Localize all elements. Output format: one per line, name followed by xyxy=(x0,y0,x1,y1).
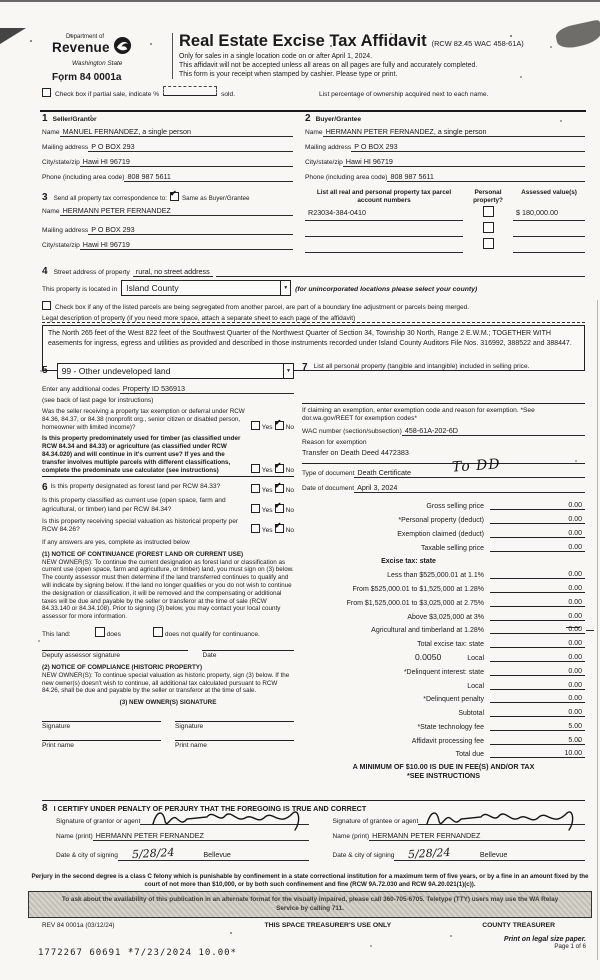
additional-codes-field[interactable]: Property ID 536913 xyxy=(120,384,188,394)
tax-corr-name-label: Name xyxy=(42,208,60,215)
tax-row-label: Agricultural and timberland at 1.28% xyxy=(371,627,484,635)
revenue-wordmark: Revenue xyxy=(52,40,110,55)
assessed-value-field-2[interactable] xyxy=(513,224,519,233)
section-2-title: Buyer/Grantee xyxy=(315,116,362,123)
partial-sale-label: Check box if partial sale, indicate % xyxy=(55,91,160,98)
form-header xyxy=(40,31,586,112)
tax-exemption-question: Was the seller receiving a property tax exemption or deferral under RCW 84.36, 84.37, or 84.38 (nonprofit org., senior citizen or disabled person, homeowner with limited income)? xyxy=(42,408,245,431)
yes-label: Yes xyxy=(261,506,273,514)
notice-compliance-title: (2) NOTICE OF COMPLIANCE (HISTORIC PROPERTY) xyxy=(42,664,203,672)
yes-label: Yes xyxy=(261,487,273,495)
header-note-1: Only for sales in a single location code on or after April 1, 2024. xyxy=(179,52,373,60)
legal-description-label: Legal description of property (if you need more space, attach a separate sheet to each page of the affidavit) xyxy=(42,315,585,323)
check-icon: ✔ xyxy=(274,461,282,471)
grantee-date-label: Date & city of signing xyxy=(332,852,395,859)
assessed-value-header: Assessed value(s) xyxy=(521,189,577,196)
new-owners-signature-title: (3) NEW OWNER(S) SIGNATURE xyxy=(119,699,217,707)
grantor-name-label: Name (print) xyxy=(56,833,93,840)
legal-description-field[interactable]: The North 265 feet of the West 822 feet of the Southwest Quarter of the Northwest Quarter of Section 34, Township 30 North, Range 2 E.W.M.; TOGETHER WITH easements for ingress, egress and utilities as provided and described in those instruments recorded under Island County Auditors File Nos. 316992, 388522 and 388447. xyxy=(42,325,585,371)
yes-label: Yes xyxy=(261,424,273,432)
personal-property-checkbox-2[interactable] xyxy=(483,222,494,233)
deputy-assessor-signature-line[interactable]: Deputy assessor signature xyxy=(42,650,188,659)
does-not-label: does not qualify for continuance. xyxy=(164,631,260,639)
dept-of-label: Department of xyxy=(66,34,105,40)
local-rate-value: 0.0050 xyxy=(414,651,442,662)
county-dropdown-value: Island County xyxy=(126,283,179,293)
seller-mailing-field[interactable]: P O BOX 293 xyxy=(88,142,137,152)
print-note xyxy=(504,936,586,950)
grantee-name-label: Name (print) xyxy=(332,833,370,840)
form-number: Form 84 0001a xyxy=(52,72,122,83)
tax-row-amount[interactable]: 0.00 xyxy=(490,571,585,579)
washington-state-label: Washington State xyxy=(72,60,123,67)
notice-continuance-title: (1) NOTICE OF CONTINUANCE (FOREST LAND OR CURRENT USE) xyxy=(42,550,244,558)
same-as-buyer-checkbox[interactable] xyxy=(169,189,179,201)
scan-dash-mark-2 xyxy=(586,630,594,631)
chevron-down-icon: ▼ xyxy=(280,281,290,295)
parcel-number-field[interactable]: R23034-384-0410 xyxy=(308,208,366,218)
check-icon: ✔ xyxy=(274,418,282,428)
perjury-statement: Perjury in the second degree is a class C felony which is punishable by confinement in a state correctional institution for a maximum term of five years, or by a fine in an amount fixed by the court of not more than $10,000, or by both such confinement and fine (RCW 9A.72.030 and RCW 9A.20.021(1)(c)). xyxy=(31,873,589,888)
parcel-numbers-header: List all real and personal property tax parcel account numbers xyxy=(316,189,452,204)
grantor-signature-scribble xyxy=(151,808,301,832)
tax-row-label: From $525,000.01 to $1,525,000 at 1.28% xyxy=(352,585,484,593)
no-label: No xyxy=(285,487,294,495)
tax-row-amount[interactable]: 0.00 xyxy=(490,599,585,607)
tax-row-amount[interactable]: 0.00 xyxy=(490,640,585,648)
historic-no-checkbox[interactable] xyxy=(274,521,284,533)
assessed-value-field-3[interactable] xyxy=(513,240,519,249)
tax-row-amount[interactable]: 0.00 xyxy=(490,709,585,717)
street-address-field[interactable]: rural, no street address xyxy=(133,267,213,277)
section-8 xyxy=(42,800,585,861)
grantee-city-field[interactable]: Bellevue xyxy=(479,850,508,859)
notice-compliance-body: NEW OWNER(S): To continue special valuation as historic property, sign (3) below. If the new owner(s) doesn't wish to continue, all additional tax calculated pursuant to RCW 84.26, shall be due and payable by the seller or transferor at the time of sale. xyxy=(42,671,290,695)
agency-block xyxy=(40,31,170,83)
tax-corr-mailing-label: Mailing address xyxy=(42,227,89,234)
tax-row-label: Total due xyxy=(455,751,484,759)
owner-signature-line-1[interactable]: Signature xyxy=(42,721,161,730)
grantor-date-label: Date & city of signing xyxy=(56,852,118,859)
section-7-number: 7 xyxy=(302,362,308,373)
tax-row-amount[interactable]: 0.00 xyxy=(490,585,585,593)
notice-continuance-body: NEW OWNER(S): To continue the current designation as forest land or classification as current use (open space, farm and agriculture, or timber) land, you must sign on (3) below. The county assessor must then determine if the land transferred continues to qualify and will indicate by signing below. If the land no longer qualifies or you do not wish to continue the designation or classification, it will be removed and the compensating or additional taxes will be due and payable by the seller or transferor at the time of sale (RCW 84.33.140 or 84.34.108). Prior to signing (3) below, you may contact your local county assessor for more information. xyxy=(42,558,294,621)
additional-codes-label: Enter any additional codes xyxy=(42,386,120,393)
parcel-row xyxy=(305,240,585,253)
parcel-number-field-3[interactable] xyxy=(305,240,311,249)
personal-property-field[interactable] xyxy=(302,373,585,403)
tax-corr-city-field[interactable]: Hawi HI 96719 xyxy=(80,240,133,250)
partial-sale-checkbox[interactable] xyxy=(42,88,51,97)
street-address-label: Street address of property xyxy=(53,269,130,276)
tax-row-amount[interactable]: 0.00 xyxy=(490,613,585,621)
seller-phone-label: Phone (including area code) xyxy=(42,174,125,181)
accessibility-box xyxy=(28,891,592,918)
buyer-mailing-label: Mailing address xyxy=(305,144,352,151)
parcel-number-field-2[interactable] xyxy=(305,224,311,233)
same-as-buyer-label: Same as Buyer/Grantee xyxy=(181,195,250,202)
exemption-yes-checkbox[interactable] xyxy=(251,421,260,430)
dor-logo-icon xyxy=(113,36,132,60)
tax-row-label: Less than $525,000.01 at 1.1% xyxy=(387,572,484,580)
cashier-stamp: 1772267 60691 *7/23/2024 10.00* xyxy=(38,948,237,958)
reason-exemption-label: Reason for exemption xyxy=(302,439,367,447)
tax-corr-city-label: City/state/zip xyxy=(42,242,80,249)
see-instructions-note: *SEE INSTRUCTIONS xyxy=(406,771,481,781)
grantee-name-field[interactable]: HERMANN PETER FERNANDEZ xyxy=(369,831,483,841)
tax-row-amount[interactable]: 5.00 xyxy=(490,723,585,731)
tax-row-label: Taxable selling price xyxy=(420,544,484,552)
timber-no-checkbox[interactable] xyxy=(274,461,284,473)
tax-row-label: Affidavit processing fee xyxy=(411,737,484,745)
assessed-value-field[interactable]: $ 180,000.00 xyxy=(516,208,558,218)
no-label: No xyxy=(285,506,294,514)
check-icon: ✔ xyxy=(274,521,282,531)
yes-label: Yes xyxy=(261,467,273,475)
wac-number-label: WAC number (section/subsection) xyxy=(302,428,402,436)
type-of-document-field[interactable]: Death Certificate xyxy=(354,468,414,478)
type-of-document-label: Type of document xyxy=(302,470,355,478)
see-back-note: (see back of last page for instructions) xyxy=(42,397,154,404)
if-yes-note: If any answers are yes, complete as instructed below xyxy=(42,539,190,547)
tax-row-label: *Delinquent interest: state xyxy=(403,668,484,676)
certify-statement: I CERTIFY UNDER PENALTY OF PERJURY THAT THE FOREGOING IS TRUE AND CORRECT xyxy=(53,804,367,813)
seller-name-label: Name xyxy=(42,129,60,136)
current-use-question: Is this property classified as current use (open space, farm and agricultural, or timber) land per RCW 84.34? xyxy=(42,497,226,513)
county-dropdown[interactable] xyxy=(121,280,291,296)
personal-property-checkbox-3[interactable] xyxy=(483,238,494,249)
legal-size-note: Print on legal size paper. xyxy=(503,936,586,943)
current-use-no-checkbox[interactable] xyxy=(274,500,284,513)
form-title-ref: (RCW 82.45 WAC 458-61A) xyxy=(431,39,524,48)
timber-question: Is this property predominately used for timber (as classified under RCW 84.34 and 84.33) or agriculture (as classified under RCW 84.34.020) and will continue in it's current use? If yes and the transfer involves multiple parcels with different classifications, complete the predominate use calculator (see instructions) xyxy=(42,435,241,474)
check-icon: ✔ xyxy=(274,481,282,491)
personal-property-checkbox-1[interactable] xyxy=(483,206,494,217)
no-label: No xyxy=(285,527,294,535)
grantor-name-field[interactable]: HERMANN PETER FERNANDEZ xyxy=(93,831,207,841)
tax-row-label: Local xyxy=(467,682,484,690)
yes-label: Yes xyxy=(261,527,273,535)
tax-row-amount[interactable]: 0.00 xyxy=(490,668,585,676)
page-number: Page 1 of 6 xyxy=(554,943,586,950)
does-not-qualify-checkbox[interactable] xyxy=(153,627,163,637)
wac-number-field[interactable]: 458-61A-202-6D xyxy=(402,426,461,436)
tax-row-amount[interactable]: 0.00 xyxy=(490,626,585,634)
partial-sale-percent-field[interactable] xyxy=(163,86,217,96)
treasurer-use-label: THIS SPACE TREASURER'S USE ONLY xyxy=(264,922,392,929)
tax-row-label: Above $3,025,000 at 3% xyxy=(407,613,484,621)
tax-row-amount[interactable]: 0.00 xyxy=(490,516,585,524)
chevron-down-icon: ▼ xyxy=(283,364,293,378)
tax-row-label: *Personal property (deduct) xyxy=(398,516,484,524)
tax-row-label: *State technology fee xyxy=(417,723,484,731)
tax-row-amount[interactable]: 0.00 xyxy=(490,502,585,510)
owner-print-name-line-2[interactable]: Print name xyxy=(175,740,294,749)
seller-mailing-label: Mailing address xyxy=(42,144,89,151)
tax-row-amount[interactable]: 0.00 xyxy=(490,682,585,690)
historic-yes-checkbox[interactable] xyxy=(251,524,260,533)
land-use-dropdown[interactable] xyxy=(57,363,294,379)
no-label: No xyxy=(285,467,294,475)
section-4-number: 4 xyxy=(42,266,48,277)
section-3-number: 3 xyxy=(42,192,48,203)
partial-sale-sold-label: sold. xyxy=(221,91,236,98)
current-use-yes-checkbox[interactable] xyxy=(251,504,260,513)
form-title: Real Estate Excise Tax Affidavit xyxy=(179,32,427,50)
buyer-mailing-field[interactable]: P O BOX 293 xyxy=(351,142,400,152)
does-qualify-checkbox[interactable] xyxy=(95,627,105,637)
section-1-number: 1 xyxy=(42,113,48,124)
section-8-number: 8 xyxy=(42,803,48,814)
section-6-number: 6 xyxy=(42,482,48,494)
section-2-number: 2 xyxy=(305,113,311,124)
date-of-document-field[interactable]: April 3, 2024 xyxy=(354,483,400,493)
timber-yes-checkbox[interactable] xyxy=(251,464,260,473)
deputy-date-line[interactable]: Date xyxy=(202,650,294,659)
grantor-date-handwriting[interactable]: 5/28/24 xyxy=(131,845,175,862)
reason-exemption-field[interactable]: Transfer on Death Deed 4472383 xyxy=(302,448,409,458)
tax-row-label: Subtotal xyxy=(458,710,484,718)
tax-row-amount[interactable]: 0.00 xyxy=(490,695,585,703)
tax-row-label: Gross selling price xyxy=(426,503,484,511)
segregated-label: Check box if any of the listed parcels are being segregated from another parcel, are part of a boundary line adjustment or parcels being merged. xyxy=(55,304,470,311)
forest-no-checkbox[interactable] xyxy=(274,481,284,493)
excise-tax-state-header: Excise tax: state xyxy=(381,558,436,566)
forest-yes-checkbox[interactable] xyxy=(251,484,260,493)
grantor-city-field[interactable]: Bellevue xyxy=(203,850,231,859)
tax-row-amount[interactable]: 5.00 xyxy=(490,737,585,745)
percentage-note: List percentage of ownership acquired next to each name. xyxy=(319,91,489,98)
section-3-intro: Send all property tax correspondence to: xyxy=(53,195,167,202)
tax-row-label: *Delinquent penalty xyxy=(423,696,484,704)
buyer-phone-label: Phone (including area code) xyxy=(305,174,388,181)
buyer-city-field[interactable]: Hawi HI 96719 xyxy=(343,157,396,167)
tax-corr-mailing-field[interactable]: P O BOX 293 xyxy=(88,225,137,235)
buyer-city-label: City/state/zip xyxy=(305,159,343,166)
seller-city-field[interactable]: Hawi HI 96719 xyxy=(80,157,133,167)
scan-speckles xyxy=(30,40,32,42)
does-label: does xyxy=(106,631,121,639)
county-treasurer-label: COUNTY TREASURER xyxy=(482,922,555,929)
no-label: No xyxy=(285,424,294,432)
date-of-document-label: Date of document xyxy=(302,485,355,493)
tax-row-amount[interactable]: 0.00 xyxy=(490,654,585,662)
left-column xyxy=(42,363,294,749)
minimum-due-note: A MINIMUM OF $10.00 IS DUE IN FEE(S) AND/OR TAX xyxy=(352,762,535,772)
section-1-title: Seller/Grantor xyxy=(52,116,97,123)
buyer-name-field[interactable]: HERMANN PETER FERNANDEZ, a single person xyxy=(323,127,490,137)
owner-print-name-line-1[interactable]: Print name xyxy=(42,740,161,749)
rev-form-id: REV 84 0001a (03/12/24) xyxy=(42,922,115,929)
personal-property-intro: List all personal property (tangible and intangible) included in selling price. xyxy=(313,363,530,370)
tax-corr-name-field[interactable]: HERMANN PETER FERNANDEZ xyxy=(60,206,174,216)
seller-name-field[interactable]: MANUEL FERNANDEZ, a single person xyxy=(60,127,194,137)
header-divider xyxy=(172,33,173,79)
check-icon: ✔ xyxy=(274,500,282,510)
tax-row-label: Total excise tax: state xyxy=(417,641,484,649)
accessibility-text: To ask about the availability of this publication in an alternate format for the visually impaired, please call 360-705-6705. Teletype (TTY) users may use the WA Relay Service by calling 711. xyxy=(61,896,559,912)
owner-signature-line-2[interactable]: Signature xyxy=(175,721,294,730)
exemption-no-checkbox[interactable] xyxy=(274,418,284,430)
land-use-dropdown-value: 99 - Other undeveloped land xyxy=(61,366,171,376)
seller-phone-field[interactable]: 808 987 5611 xyxy=(124,172,173,182)
right-column xyxy=(302,363,585,780)
header-note-2: This affidavit will not be accepted unless all areas on all pages are fully and accurately completed. xyxy=(179,61,478,69)
section-5-number: 5 xyxy=(42,365,48,376)
segregated-checkbox[interactable] xyxy=(42,301,51,310)
grantee-date-handwriting[interactable]: 5/28/24 xyxy=(408,845,452,862)
this-land-label: This land: xyxy=(42,631,71,639)
grantee-signature-label: Signature of grantee or agent xyxy=(332,818,419,825)
county-note: (for unincorporated locations please select your county) xyxy=(295,286,478,293)
tax-row-label: From $1,525,000.01 to $3,025,000 at 2.75% xyxy=(346,599,484,607)
forest-land-question: Is this property designated as forest land per RCW 84.33? xyxy=(50,483,221,491)
buyer-phone-field[interactable]: 808 987 5611 xyxy=(387,172,436,182)
tax-row-label: Local xyxy=(467,654,484,662)
personal-property-header: Personal property? xyxy=(473,189,503,204)
located-in-label: This property is located in xyxy=(42,286,118,293)
tax-row-amount[interactable]: 0.00 xyxy=(490,544,585,552)
parties-band xyxy=(42,114,585,253)
section-4 xyxy=(42,267,585,371)
seller-city-label: City/state/zip xyxy=(42,159,80,166)
check-icon: ✔ xyxy=(169,189,177,198)
exemption-note: If claiming an exemption, enter exemption code and reason for exemption. *See dor.wa.gov/REET for exemption codes* xyxy=(302,407,535,423)
header-note-3: This form is your receipt when stamped by cashier. Please type or print. xyxy=(179,71,398,79)
tax-row-amount[interactable]: 10.00 xyxy=(490,750,585,758)
historic-question: Is this property receiving special valuation as historical property per RCW 84.26? xyxy=(42,517,239,533)
grantee-signature-scribble xyxy=(425,808,575,832)
buyer-name-label: Name xyxy=(305,129,323,136)
scan-top-edge xyxy=(0,0,600,2)
tax-row-label: Exemption claimed (deduct) xyxy=(397,530,484,538)
scan-corner-smudge-left xyxy=(0,28,26,44)
tax-row-amount[interactable]: 0.00 xyxy=(490,530,585,538)
grantor-signature-label: Signature of grantor or agent xyxy=(56,818,141,825)
type-of-document-handwriting: To DD xyxy=(451,456,502,477)
footer-row xyxy=(42,922,585,929)
scan-edge-line xyxy=(597,300,598,960)
